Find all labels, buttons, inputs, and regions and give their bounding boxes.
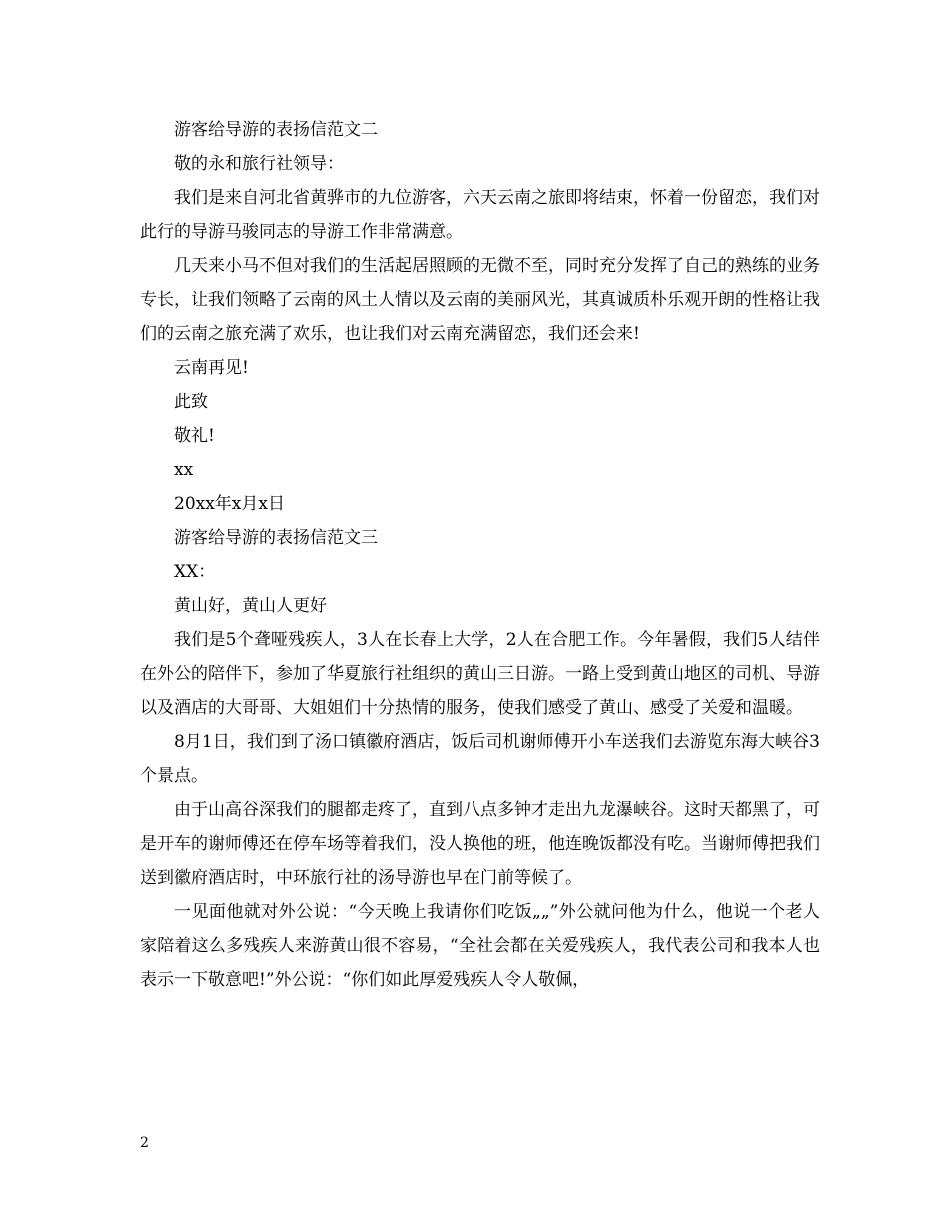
signature-line: xx [174, 460, 194, 480]
body-paragraph: 由于山高谷深我们的腿都走疼了，直到八点多钟才走出九龙瀑峡谷。这时天都黑了，可是开车的谢师傅还在停车场等着我们，没人换他的班，他连晚饭都没有吃。当谢师傅把我们送到徽府酒店时，中环旅行社的汤导游也早在门前等候了。 [140, 800, 820, 888]
body-paragraph: 我们是5个聋哑残疾人，3人在长春上大学，2人在合肥工作。今年暑假，我们5人结伴在外公的陪伴下，参加了华夏旅行社组织的黄山三日游。一路上受到黄山地区的司机、导游以及酒店的大哥哥、大姐姐们十分热情的服务，使我们感受了黄山、感受了关爱和温暖。 [140, 630, 820, 718]
salutation-paragraph: 敬的永和旅行社领导： [174, 154, 344, 174]
section-title-2: 游客给导游的表扬信范文二 [174, 120, 378, 140]
document-body [140, 113, 820, 997]
section-title-3: 游客给导游的表扬信范文三 [174, 528, 378, 548]
body-paragraph: 几天来小马不但对我们的生活起居照顾的无微不至，同时充分发挥了自己的熟练的业务专长，让我们领略了云南的风土人情以及云南的美丽风光，其真诚质朴乐观开朗的性格让我们的云南之旅充满了欢乐，也让我们对云南充满留恋，我们还会来! [140, 256, 820, 344]
closing-line: 此致 [174, 392, 208, 412]
body-paragraph: 我们是来自河北省黄骅市的九位游客，六天云南之旅即将结束，怀着一份留恋，我们对此行的导游马骏同志的导游工作非常满意。 [140, 188, 820, 242]
salutation-paragraph: XX： [174, 562, 216, 582]
body-paragraph: 一见面他就对外公说：“今天晚上我请你们吃饭„„”外公就问他为什么，他说一个老人家陪着这么多残疾人来游黄山很不容易，“全社会都在关爱残疾人，我代表公司和我本人也表示一下敬意吧!”外公说：“你们如此厚爱残疾人令人敬佩， [140, 902, 820, 990]
closing-line: 云南再见! [174, 358, 249, 378]
closing-line: 敬礼! [174, 426, 215, 446]
page-number: 2 [140, 1135, 149, 1151]
date-line: 20xx年x月x日 [174, 494, 285, 514]
body-paragraph: 8月1日，我们到了汤口镇徽府酒店，饭后司机谢师傅开小车送我们去游览东海大峡谷3个景点。 [140, 732, 820, 786]
body-paragraph: 黄山好，黄山人更好 [174, 596, 327, 616]
